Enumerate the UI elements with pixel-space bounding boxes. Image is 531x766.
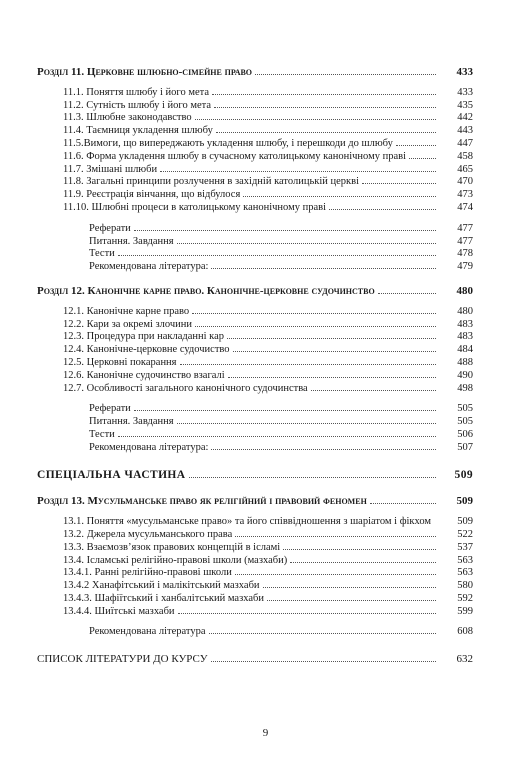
toc-item[interactable]: 13.4. Ісламські релігійно-правові школи (мазхаби) 563 <box>63 554 473 566</box>
toc-item[interactable]: 13.4.3. Шафіїтський і ханбалітський мазхаби 592 <box>63 592 473 604</box>
toc-item[interactable]: 11.3. Шлюбне законодавство 442 <box>63 112 473 124</box>
toc-extra-item[interactable]: Реферати 505 <box>89 403 473 415</box>
toc-bibliography[interactable] <box>37 653 473 666</box>
toc-item[interactable]: 13.2. Джерела мусульманського права 522 <box>63 528 473 540</box>
toc-extra-item[interactable]: Питання. Завдання 477 <box>89 235 473 247</box>
toc-item[interactable]: 11.5. Вимоги, що випереджають укладення шлюбу, і перешкоди до шлюбу 447 <box>63 137 473 149</box>
leader-dots <box>378 292 436 294</box>
toc-item[interactable]: 12.2. Кари за окремі злочини 483 <box>63 318 473 330</box>
toc-item[interactable]: 13.4.4. Шиїтські мазхаби 599 <box>63 605 473 617</box>
toc-extra-item[interactable]: Тести 478 <box>89 248 473 260</box>
section-title: Розділ 11. Церковне шлюбно-сімейне право <box>37 66 253 78</box>
toc-item[interactable]: 11.10. Шлюбні процеси в католицькому канонічному праві 474 <box>63 201 473 213</box>
section-title: Розділ 13. Мусульманське право як релігійний і правовий феномен <box>37 495 367 508</box>
toc-section-11[interactable] <box>37 66 473 79</box>
page-number: 9 <box>262 727 269 739</box>
leader-dots <box>255 73 436 75</box>
leader-dots <box>189 476 437 478</box>
bibliography-page: 632 <box>456 653 473 666</box>
section-page: 509 <box>456 495 473 508</box>
toc-item[interactable]: 11.1. Поняття шлюбу і його мета 433 <box>63 86 473 98</box>
toc-item[interactable]: 12.4. Канонічне-церковне судочиство 484 <box>63 344 473 356</box>
toc-item[interactable]: 12.5. Церковні покарання 488 <box>63 356 473 368</box>
toc-extra-item[interactable]: Рекомендована література: 479 <box>89 261 473 273</box>
toc-item-wrapped[interactable]: 13.1. Поняття «мусульманське право» та його співвідношення з шаріатом і фікхом 509 <box>63 516 473 528</box>
section-page: 433 <box>456 66 473 78</box>
toc-item[interactable]: 13.4.2 Ханафітський і малікітський мазхаби 580 <box>63 580 473 592</box>
toc-item[interactable]: 11.2. Сутність шлюбу і його мета 435 <box>63 99 473 111</box>
toc-extra-item[interactable]: Реферати 477 <box>89 222 473 234</box>
leader-dots <box>370 502 436 504</box>
toc-extra-item[interactable]: Рекомендована література: 507 <box>89 441 473 453</box>
toc-section-12[interactable] <box>37 285 473 298</box>
special-part-title: СПЕЦІАЛЬНА ЧАСТИНА <box>37 468 186 481</box>
toc-item[interactable]: 12.1. Канонічне карне право 480 <box>63 305 473 317</box>
toc-item[interactable]: 11.8. Загальні принципи розлучення в західній католицькій церкві 470 <box>63 176 473 188</box>
leader-dots <box>211 660 437 662</box>
section-title: Розділ 12. Канонічне карне право. Канонічне-церковне судочинство <box>37 284 375 297</box>
bibliography-title: СПИСОК ЛІТЕРАТУРИ ДО КУРСУ <box>37 653 208 666</box>
toc-special-part[interactable] <box>37 469 473 482</box>
special-part-page: 509 <box>454 468 473 481</box>
toc-item[interactable]: 12.7. Особливості загального канонічного судочинства 498 <box>63 382 473 394</box>
toc-section-13[interactable] <box>37 495 473 508</box>
section-page: 480 <box>456 284 473 297</box>
toc-item[interactable]: 13.4.1. Ранні релігійно-правові школи 563 <box>63 567 473 579</box>
toc-item[interactable]: 12.3. Процедура при накладанні кар 483 <box>63 331 473 343</box>
toc-item[interactable]: 11.7. Змішані шлюби 465 <box>63 163 473 175</box>
toc-extra-item[interactable]: Рекомендована література 608 <box>89 626 473 638</box>
toc-item[interactable]: 11.6. Форма укладення шлюбу в сучасному католицькому канонічному праві 458 <box>63 150 473 162</box>
toc-item[interactable]: 12.6. Канонічне судочинство взагалі 490 <box>63 369 473 381</box>
toc-item[interactable]: 11.4. Таємниця укладення шлюбу 443 <box>63 125 473 137</box>
toc-extra-item[interactable]: Тести 506 <box>89 428 473 440</box>
toc-extra-item[interactable]: Питання. Завдання 505 <box>89 416 473 428</box>
toc-item[interactable]: 13.3. Взаємозв’язок правових концепцій в ісламі 537 <box>63 541 473 553</box>
toc-item[interactable]: 11.9. Реєстрація вінчання, що відбулося 473 <box>63 189 473 201</box>
